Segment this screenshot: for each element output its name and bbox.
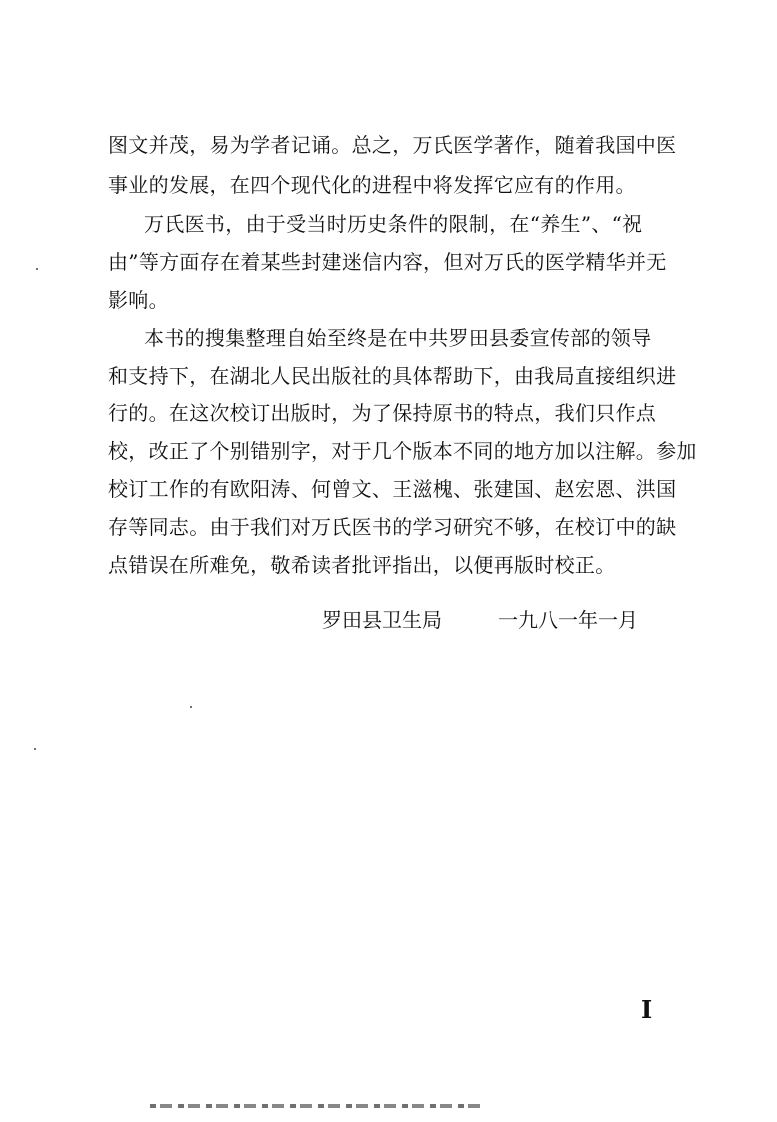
paragraph-3-line-1: 本书的搜集整理自始至终是在中共罗田县委宣传部的领导 [144, 326, 652, 350]
signature-organization: 罗田县卫生局 [322, 608, 442, 632]
paragraph-2-line-2: 由”等方面存在着某些封建迷信内容，但对万氏的医学精华并无 [108, 250, 667, 274]
scan-speck [34, 748, 36, 750]
paragraph-2-line-3: 影响。 [108, 288, 169, 312]
paragraph-3-line-6: 存等同志。由于我们对万氏医书的学习研究不够，在校订中的缺 [108, 515, 677, 539]
paragraph-3-line-5: 校订工作的有欧阳涛、何曾文、王滋槐、张建国、赵宏恩、洪国 [108, 477, 677, 501]
paragraph-3-line-7: 点错误在所难免，敬希读者批评指出，以便再版时校正。 [108, 553, 616, 577]
paragraph-3-line-3: 行的。在这次校订出版时，为了保持原书的特点，我们只作点 [108, 401, 657, 425]
page-number: I [641, 995, 653, 1024]
paragraph-1-line-1: 图文并茂，易为学者记诵。总之，万氏医学著作，随着我国中医 [108, 133, 677, 157]
paragraph-3-line-4: 校，改正了个别错别字，对于几个版本不同的地方加以注解。参加 [108, 439, 697, 463]
signature-date: 一九八一年一月 [498, 608, 638, 632]
paragraph-3-line-2: 和支持下，在湖北人民出版社的具体帮助下，由我局直接组织进 [108, 364, 677, 388]
scan-edge-artifact [150, 1104, 480, 1108]
paragraph-2-line-1: 万氏医书，由于受当时历史条件的限制，在“养生”、“祝 [144, 212, 643, 236]
paragraph-1-line-2: 事业的发展，在四个现代化的进程中将发挥它应有的作用。 [108, 173, 636, 197]
scan-speck [36, 268, 38, 270]
scan-speck [190, 706, 192, 708]
